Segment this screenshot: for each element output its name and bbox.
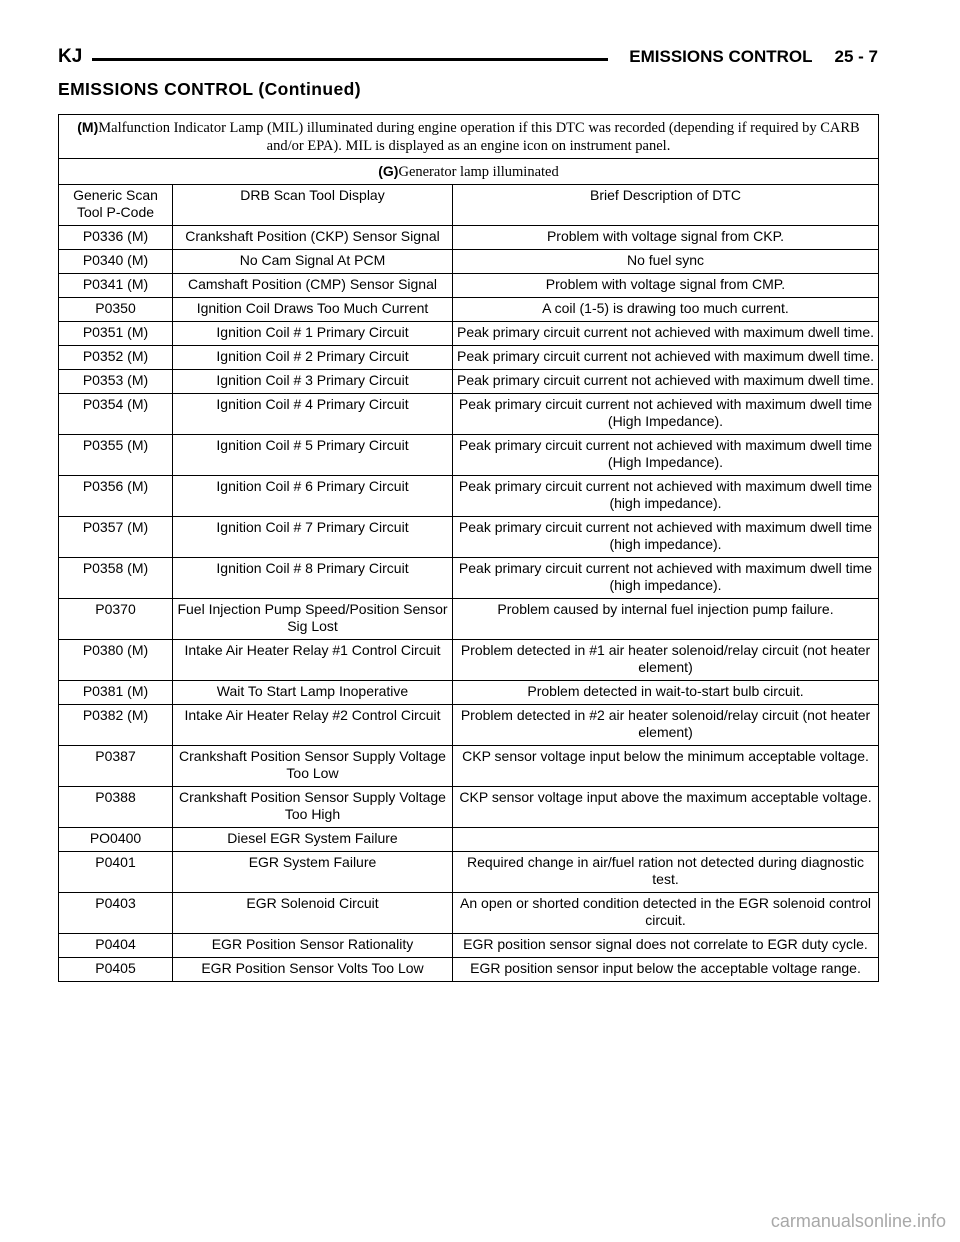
dtc-description-cell: Problem detected in #2 air heater solenoid/relay circuit (not heater element) (453, 705, 879, 746)
dtc-description-cell: Problem caused by internal fuel injection pump failure. (453, 599, 879, 640)
drb-display-cell: Ignition Coil Draws Too Much Current (173, 298, 453, 322)
table-row (59, 558, 879, 599)
dtc-code-cell: P0405 (59, 958, 173, 982)
dtc-description-cell: A coil (1-5) is drawing too much current. (453, 298, 879, 322)
watermark: carmanualsonline.info (770, 1211, 946, 1231)
mil-note-text: Malfunction Indicator Lamp (MIL) illuminated during engine operation if this DTC was recorded (depending if required by CARB and/or EPA). MIL is displayed as an engine icon on instrument panel. (98, 120, 860, 154)
model-code: KJ (58, 46, 92, 68)
drb-display-cell: Wait To Start Lamp Inoperative (173, 681, 453, 705)
drb-display-cell: Ignition Coil # 6 Primary Circuit (173, 476, 453, 517)
generator-note (59, 159, 879, 185)
drb-display-cell: Ignition Coil # 1 Primary Circuit (173, 322, 453, 346)
section-title: EMISSIONS CONTROL (Continued) (58, 79, 361, 99)
dtc-description-cell: EGR position sensor input below the acceptable voltage range. (453, 958, 879, 982)
table-header-row (59, 185, 879, 226)
dtc-description-cell: Problem detected in wait-to-start bulb circuit. (453, 681, 879, 705)
dtc-code-cell: P0355 (M) (59, 435, 173, 476)
dtc-description-cell: Peak primary circuit current not achieved with maximum dwell time (high impedance). (453, 517, 879, 558)
header-right (621, 47, 878, 67)
table-row (59, 681, 879, 705)
dtc-code-cell: P0403 (59, 893, 173, 934)
dtc-description-cell: CKP sensor voltage input below the minimum acceptable voltage. (453, 746, 879, 787)
page-number: 25 - 7 (834, 47, 878, 66)
table-row (59, 517, 879, 558)
mil-note (59, 115, 879, 159)
table-row (59, 640, 879, 681)
dtc-code-cell: P0358 (M) (59, 558, 173, 599)
drb-display-cell: Intake Air Heater Relay #1 Control Circuit (173, 640, 453, 681)
generator-note-row (59, 159, 879, 185)
drb-display-cell: EGR System Failure (173, 852, 453, 893)
drb-display-cell: Camshaft Position (CMP) Sensor Signal (173, 274, 453, 298)
dtc-code-cell: P0404 (59, 934, 173, 958)
section-name: EMISSIONS CONTROL (629, 47, 813, 66)
header-drb-display: DRB Scan Tool Display (173, 185, 453, 226)
header-description: Brief Description of DTC (453, 185, 879, 226)
drb-display-cell: EGR Position Sensor Rationality (173, 934, 453, 958)
dtc-code-cell: P0381 (M) (59, 681, 173, 705)
table-row (59, 435, 879, 476)
mil-note-key: (M) (77, 119, 99, 135)
page-header (58, 46, 878, 70)
dtc-table-body (59, 115, 879, 982)
dtc-description-cell: Peak primary circuit current not achieved with maximum dwell time. (453, 370, 879, 394)
table-row (59, 828, 879, 852)
drb-display-cell: Ignition Coil # 5 Primary Circuit (173, 435, 453, 476)
table-row (59, 346, 879, 370)
table-row (59, 274, 879, 298)
dtc-code-cell: P0388 (59, 787, 173, 828)
dtc-code-cell: P0350 (59, 298, 173, 322)
table-row (59, 322, 879, 346)
drb-display-cell: Crankshaft Position Sensor Supply Voltage Too Low (173, 746, 453, 787)
dtc-code-cell: P0340 (M) (59, 250, 173, 274)
drb-display-cell: No Cam Signal At PCM (173, 250, 453, 274)
table-row (59, 394, 879, 435)
mil-note-row (59, 115, 879, 159)
generator-note-text: Generator lamp illuminated (398, 164, 559, 180)
dtc-description-cell (453, 828, 879, 852)
drb-display-cell: Ignition Coil # 2 Primary Circuit (173, 346, 453, 370)
dtc-code-cell: P0354 (M) (59, 394, 173, 435)
dtc-description-cell: Peak primary circuit current not achieved with maximum dwell time. (453, 322, 879, 346)
dtc-code-cell: P0352 (M) (59, 346, 173, 370)
dtc-description-cell: No fuel sync (453, 250, 879, 274)
dtc-description-cell: Peak primary circuit current not achieved with maximum dwell time. (453, 346, 879, 370)
table-row (59, 787, 879, 828)
table-row (59, 746, 879, 787)
drb-display-cell: Crankshaft Position (CKP) Sensor Signal (173, 226, 453, 250)
dtc-code-cell: P0336 (M) (59, 226, 173, 250)
dtc-code-cell: P0370 (59, 599, 173, 640)
table-row (59, 893, 879, 934)
table-row (59, 250, 879, 274)
dtc-description-cell: Peak primary circuit current not achieved with maximum dwell time (High Impedance). (453, 394, 879, 435)
drb-display-cell: EGR Solenoid Circuit (173, 893, 453, 934)
dtc-code-cell: P0357 (M) (59, 517, 173, 558)
table-row (59, 705, 879, 746)
table-row (59, 298, 879, 322)
dtc-code-cell: P0387 (59, 746, 173, 787)
header-rule (88, 58, 608, 61)
dtc-code-cell: P0351 (M) (59, 322, 173, 346)
table-row (59, 958, 879, 982)
dtc-description-cell: An open or shorted condition detected in the EGR solenoid control circuit. (453, 893, 879, 934)
dtc-description-cell: CKP sensor voltage input above the maximum acceptable voltage. (453, 787, 879, 828)
generator-note-key: (G) (378, 163, 399, 179)
dtc-table (58, 114, 879, 982)
dtc-description-cell: Required change in air/fuel ration not detected during diagnostic test. (453, 852, 879, 893)
table-row (59, 599, 879, 640)
dtc-description-cell: Problem with voltage signal from CKP. (453, 226, 879, 250)
drb-display-cell: EGR Position Sensor Volts Too Low (173, 958, 453, 982)
table-row (59, 934, 879, 958)
header-pcode: Generic Scan Tool P-Code (59, 185, 173, 226)
dtc-description-cell: Peak primary circuit current not achieved with maximum dwell time (high impedance). (453, 476, 879, 517)
dtc-code-cell: P0356 (M) (59, 476, 173, 517)
dtc-description-cell: Problem with voltage signal from CMP. (453, 274, 879, 298)
table-row (59, 852, 879, 893)
drb-display-cell: Ignition Coil # 7 Primary Circuit (173, 517, 453, 558)
dtc-code-cell: P0382 (M) (59, 705, 173, 746)
drb-display-cell: Ignition Coil # 4 Primary Circuit (173, 394, 453, 435)
drb-display-cell: Fuel Injection Pump Speed/Position Sensor Sig Lost (173, 599, 453, 640)
dtc-description-cell: EGR position sensor signal does not correlate to EGR duty cycle. (453, 934, 879, 958)
dtc-code-cell: P0380 (M) (59, 640, 173, 681)
drb-display-cell: Crankshaft Position Sensor Supply Voltage Too High (173, 787, 453, 828)
drb-display-cell: Ignition Coil # 3 Primary Circuit (173, 370, 453, 394)
drb-display-cell: Diesel EGR System Failure (173, 828, 453, 852)
dtc-code-cell: P0401 (59, 852, 173, 893)
dtc-code-cell: P0353 (M) (59, 370, 173, 394)
dtc-description-cell: Peak primary circuit current not achieved with maximum dwell time (High Impedance). (453, 435, 879, 476)
dtc-code-cell: PO0400 (59, 828, 173, 852)
dtc-description-cell: Problem detected in #1 air heater solenoid/relay circuit (not heater element) (453, 640, 879, 681)
drb-display-cell: Intake Air Heater Relay #2 Control Circuit (173, 705, 453, 746)
dtc-code-cell: P0341 (M) (59, 274, 173, 298)
table-row (59, 476, 879, 517)
table-row (59, 226, 879, 250)
dtc-description-cell: Peak primary circuit current not achieved with maximum dwell time (high impedance). (453, 558, 879, 599)
table-row (59, 370, 879, 394)
drb-display-cell: Ignition Coil # 8 Primary Circuit (173, 558, 453, 599)
